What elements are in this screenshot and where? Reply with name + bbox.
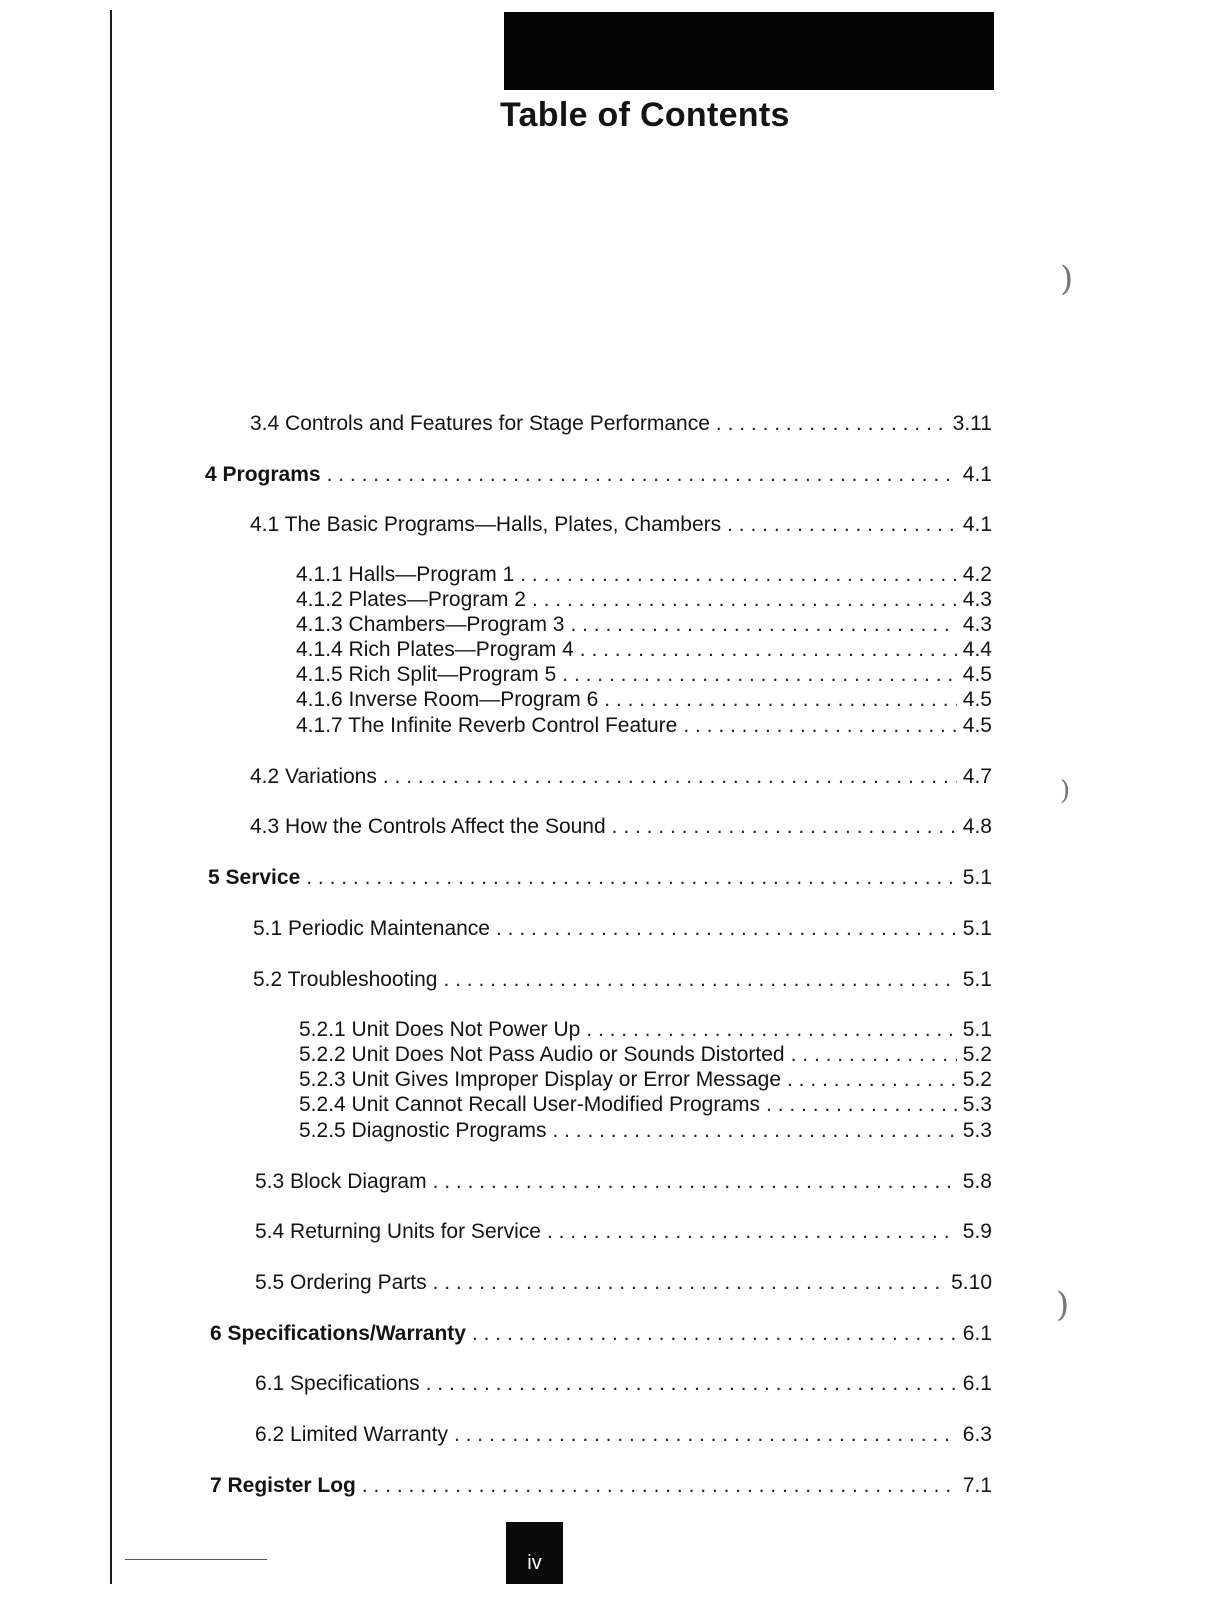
toc-chapter-entry	[210, 1322, 992, 1348]
dot-leader	[362, 1474, 957, 1498]
toc-entry-page: 6.1	[962, 1322, 992, 1345]
toc-entry	[296, 688, 992, 714]
toc-entry-label: 4.1.6 Inverse Room—Program 6	[296, 688, 599, 711]
dot-leader	[612, 815, 957, 839]
hole-punch-mark: )	[1056, 1285, 1070, 1325]
toc-entry-label: 4.1.1 Halls—Program 1	[296, 563, 515, 586]
toc-entry-page: 5.1	[962, 1018, 992, 1041]
toc-entry-label: 4.1.5 Rich Split—Program 5	[296, 663, 557, 686]
toc-entry-page: 5.10	[951, 1271, 992, 1294]
toc-entry-page: 5.3	[962, 1119, 992, 1142]
toc-chapter-entry	[208, 866, 992, 892]
toc-entry-page: 4.1	[962, 513, 992, 536]
toc-entry-page: 6.1	[962, 1372, 992, 1395]
toc-entry	[255, 1220, 992, 1246]
toc-entry-label: 5.2.4 Unit Cannot Recall User-Modified Programs	[299, 1093, 761, 1116]
toc-entry-page: 5.2	[962, 1043, 992, 1066]
toc-entry-label: 5.2.3 Unit Gives Improper Display or Error Message	[299, 1068, 782, 1091]
toc-entry-label: 5 Service	[208, 866, 301, 889]
dot-leader	[454, 1423, 957, 1447]
toc-entry-label: 5.2 Troubleshooting	[253, 968, 438, 991]
toc-entry-page: 5.1	[962, 866, 992, 889]
toc-entry	[296, 588, 992, 614]
toc-entry-page: 4.3	[962, 613, 992, 636]
dot-leader	[520, 563, 957, 587]
toc-entry	[255, 1423, 992, 1449]
toc-entry-page: 5.9	[962, 1220, 992, 1243]
dot-leader	[547, 1220, 957, 1244]
toc-entry-label: 4.1.3 Chambers—Program 3	[296, 613, 565, 636]
toc-entry	[296, 638, 992, 664]
dot-leader	[433, 1170, 957, 1194]
dot-leader	[532, 588, 957, 612]
dot-leader	[716, 412, 947, 436]
toc-entry-page: 4.5	[962, 663, 992, 686]
toc-entry-label: 5.1 Periodic Maintenance	[253, 917, 490, 940]
toc-entry-label: 5.4 Returning Units for Service	[255, 1220, 541, 1243]
dot-leader	[426, 1372, 957, 1396]
dot-leader	[562, 663, 957, 687]
scan-artifact-line	[125, 1559, 267, 1560]
toc-entry	[253, 917, 992, 943]
dot-leader	[766, 1093, 957, 1117]
toc-entry-page: 3.11	[952, 412, 992, 435]
toc-entry-page: 6.3	[962, 1423, 992, 1446]
toc-entry-page: 4.5	[962, 714, 992, 737]
toc-entry-label: 3.4 Controls and Features for Stage Performance	[250, 412, 710, 435]
toc-entry-page: 5.3	[962, 1093, 992, 1116]
dot-leader	[306, 866, 957, 890]
dot-leader	[472, 1322, 957, 1346]
toc-entry	[299, 1093, 992, 1119]
toc-entry-label: 5.2.5 Diagnostic Programs	[299, 1119, 547, 1142]
toc-entry	[299, 1068, 992, 1094]
toc-entry-label: 7 Register Log	[210, 1474, 356, 1497]
toc-entry	[250, 412, 992, 438]
dot-leader	[570, 613, 956, 637]
dot-leader	[443, 968, 956, 992]
toc-entry-label: 6 Specifications/Warranty	[210, 1322, 466, 1345]
dot-leader	[787, 1068, 957, 1092]
toc-entry	[250, 815, 992, 841]
toc-entry-label: 4.1.7 The Infinite Reverb Control Feature	[296, 714, 678, 737]
toc-entry-label: 4 Programs	[205, 463, 321, 486]
dot-leader	[604, 688, 957, 712]
toc-entry	[296, 663, 992, 689]
toc-entry	[250, 765, 992, 791]
dot-leader	[727, 513, 957, 537]
toc-entry-label: 5.2.1 Unit Does Not Power Up	[299, 1018, 581, 1041]
toc-entry-page: 4.7	[962, 765, 992, 788]
toc-entry	[296, 714, 992, 740]
dot-leader	[683, 714, 956, 738]
dot-leader	[791, 1043, 957, 1067]
dot-leader	[327, 463, 957, 487]
toc-entry	[296, 613, 992, 639]
toc-entry-label: 4.1.2 Plates—Program 2	[296, 588, 526, 611]
hole-punch-mark: )	[1060, 259, 1074, 299]
dot-leader	[552, 1119, 956, 1143]
toc-entry-label: 5.3 Block Diagram	[255, 1170, 427, 1193]
toc-entry-label: 4.1 The Basic Programs—Halls, Plates, Chambers	[250, 513, 722, 536]
toc-entry-page: 4.5	[962, 688, 992, 711]
toc-entry-label: 5.5 Ordering Parts	[255, 1271, 427, 1294]
toc-entry-page: 4.4	[962, 638, 992, 661]
toc-entry-label: 4.3 How the Controls Affect the Sound	[250, 815, 606, 838]
toc-entry	[255, 1271, 992, 1297]
toc-entry-label: 4.2 Variations	[250, 765, 377, 788]
toc-entry-page: 4.3	[962, 588, 992, 611]
toc-entry-page: 4.8	[962, 815, 992, 838]
toc-entry	[255, 1372, 992, 1398]
toc-entry-page: 5.8	[962, 1170, 992, 1193]
toc-entry	[250, 513, 992, 539]
toc-entry-page: 5.2	[962, 1068, 992, 1091]
toc-entry	[299, 1119, 992, 1145]
hole-punch-mark: )	[1060, 776, 1071, 806]
toc-entry	[255, 1170, 992, 1196]
toc-entry-page: 5.1	[962, 968, 992, 991]
toc-chapter-entry	[210, 1474, 992, 1500]
toc-entry-label: 4.1.4 Rich Plates—Program 4	[296, 638, 574, 661]
dot-leader	[586, 1018, 957, 1042]
toc-entry-page: 4.1	[962, 463, 992, 486]
toc-chapter-entry	[205, 463, 992, 489]
dot-leader	[433, 1271, 946, 1295]
dot-leader	[383, 765, 957, 789]
toc-entry-label: 6.2 Limited Warranty	[255, 1423, 448, 1446]
toc-entry	[299, 1018, 992, 1044]
page-number-tab: iv	[506, 1522, 563, 1584]
page-title: Table of Contents	[500, 96, 790, 134]
toc-entry-page: 5.1	[962, 917, 992, 940]
toc-entry-page: 4.2	[962, 563, 992, 586]
toc-entry-label: 5.2.2 Unit Does Not Pass Audio or Sounds Distorted	[299, 1043, 785, 1066]
dot-leader	[580, 638, 957, 662]
toc-entry	[296, 563, 992, 589]
toc-entry	[253, 968, 992, 994]
toc-entry	[299, 1043, 992, 1069]
toc-entry-label: 6.1 Specifications	[255, 1372, 420, 1395]
toc-entry-page: 7.1	[962, 1474, 992, 1497]
dot-leader	[496, 917, 957, 941]
